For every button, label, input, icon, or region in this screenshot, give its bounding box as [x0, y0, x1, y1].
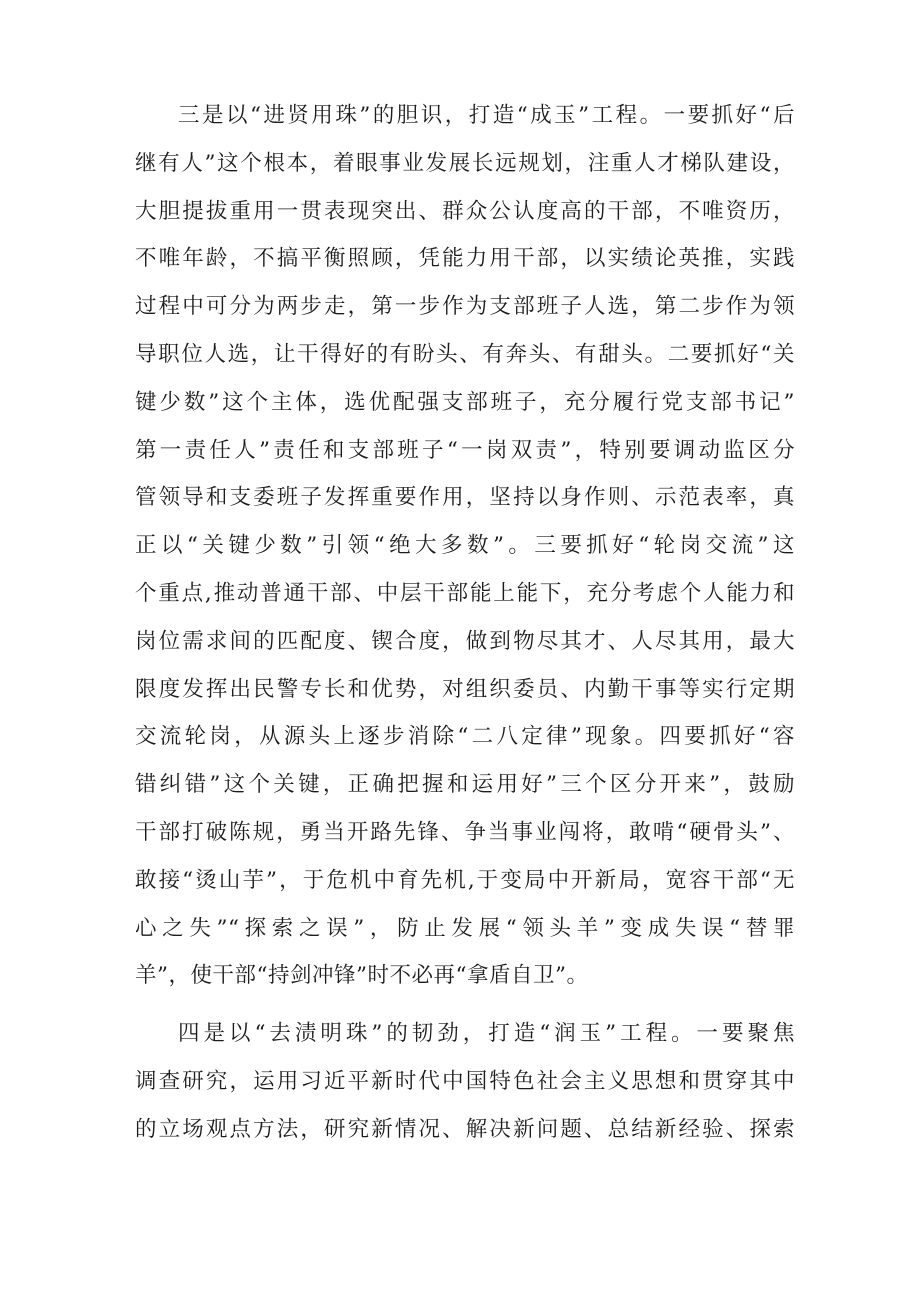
text-line: 继有人”这个根本，着眼事业发展长远规划，注重人才梯队建设，	[135, 150, 795, 176]
text-line: 调查研究，运用习近平新时代中国特色社会主义思想和贯穿其中	[135, 1068, 795, 1094]
paragraph-1	[135, 92, 795, 1000]
text-line: 错纠错”这个关键，正确把握和运用好”三个区分开来”，鼓励	[135, 772, 795, 798]
text-line: 键少数”这个主体，选优配强支部班子，充分履行党支部书记”	[135, 389, 795, 415]
text-line: 正以“关键少数”引领“绝大多数”。三要抓好“轮岗交流”这	[135, 533, 795, 559]
text-line: 导职位人选，让干得好的有盼头、有奔头、有甜头。二要抓好“关	[135, 341, 795, 367]
text-line: 羊”，使干部“持剑冲锋”时不必再“拿盾自卫”。	[135, 963, 589, 989]
text-line: 交流轮岗，从源头上逐步消除“二八定律”现象。四要抓好“容	[135, 724, 795, 750]
text-line: 管领导和支委班子发挥重要作用，坚持以身作则、示范表率，真	[135, 485, 795, 511]
text-line: 敢接“烫山芋”，于危机中育先机,于变局中开新局，宽容干部“无	[135, 867, 795, 893]
text-line: 过程中可分为两步走，第一步作为支部班子人选，第二步作为领	[135, 294, 795, 320]
text-line: 大胆提拔重用一贯表现突出、群众公认度高的干部，不唯资历，	[135, 198, 795, 224]
text-line: 干部打破陈规，勇当开路先锋、争当事业闯将，敢啃“硬骨头”、	[135, 819, 795, 845]
text-line: 个重点,推动普通干部、中层干部能上能下，充分考虑个人能力和	[135, 580, 795, 606]
text-line: 三是以“进贤用珠”的胆识，打造“成玉”工程。一要抓好“后	[178, 103, 795, 128]
text-line: 限度发挥出民警专长和优势，对组织委员、内勤干事等实行定期	[135, 676, 795, 702]
paragraph-2	[135, 1010, 795, 1153]
text-line: 心之失”“探索之误”，防止发展“领头羊”变成失误“替罪	[135, 915, 795, 941]
text-line: 四是以“去渍明珠”的韧劲，打造“润玉”工程。一要聚焦	[178, 1021, 795, 1047]
text-line: 不唯年龄，不搞平衡照顾，凭能力用干部，以实绩论英推，实践	[135, 246, 795, 272]
text-line: 岗位需求间的匹配度、锲合度，做到物尽其才、人尽其用，最大	[135, 628, 795, 654]
text-line: 第一责任人”责任和支部班子“一岗双责”，特别要调动监区分	[135, 437, 795, 463]
document-page	[135, 92, 795, 1154]
text-line: 的立场观点方法，研究新情况、解决新问题、总结新经验、探索	[135, 1116, 795, 1142]
